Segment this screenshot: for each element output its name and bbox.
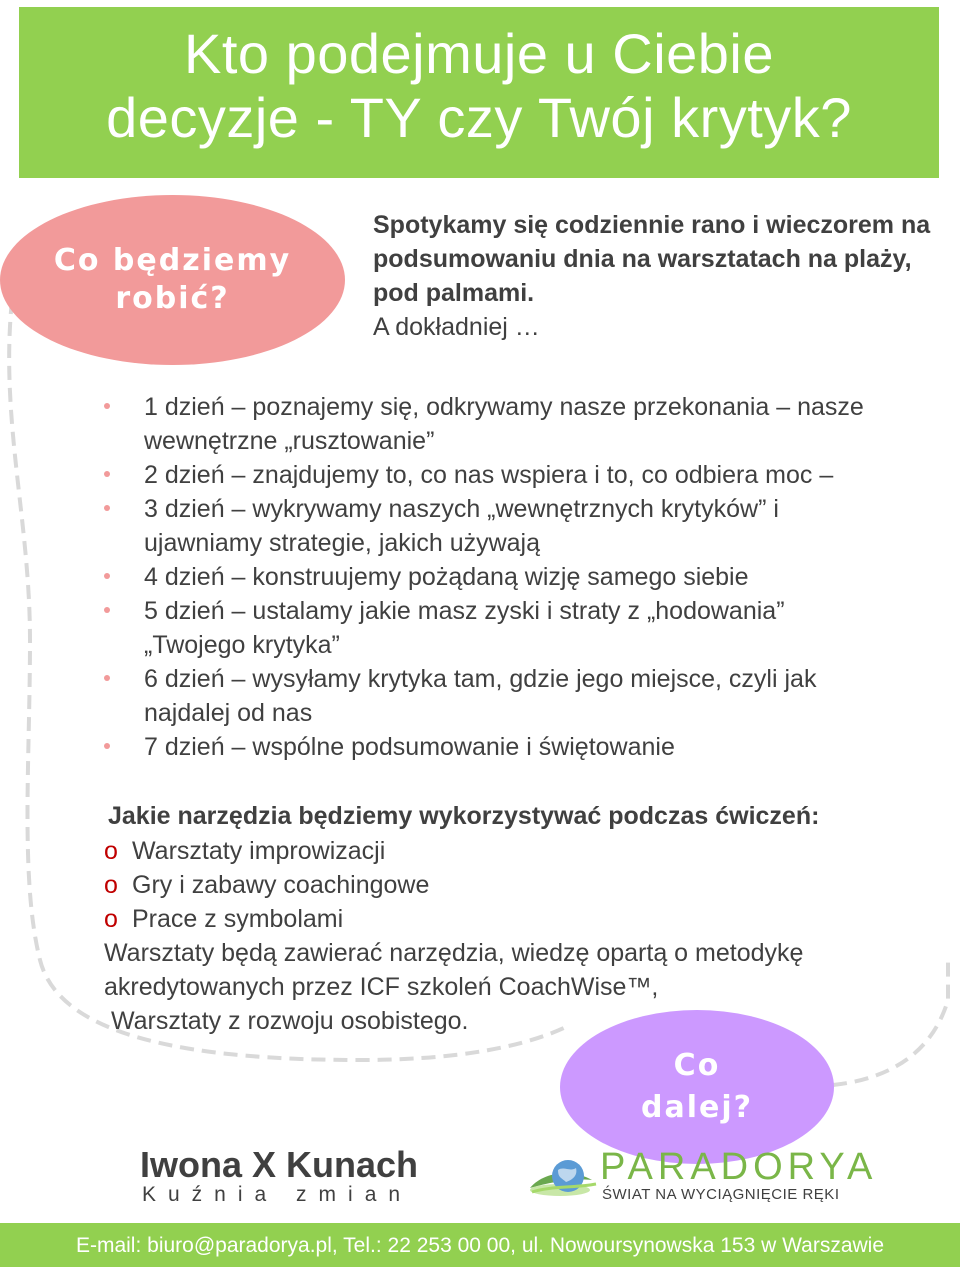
list-item: o Gry i zabawy coachingowe	[104, 868, 429, 902]
title-line-1: Kto podejmuje u Ciebie	[183, 22, 775, 85]
list-item: 3 dzień – wykrywamy naszych „wewnętrznych krytyków” i ujawniamy strategie, jakich używają	[104, 492, 904, 560]
brand-tagline: ŚWIAT NA WYCIĄGNIĘCIE RĘKI	[602, 1186, 840, 1203]
list-item: 2 dzień – znajdujemy to, co nas wspiera i to, co odbiera moc –	[104, 458, 904, 492]
what-next-bubble	[560, 1010, 834, 1164]
circle-bullet-icon: o	[104, 905, 118, 933]
list-item: 4 dzień – konstruujemy pożądaną wizję samego siebie	[104, 560, 904, 594]
circle-bullet-icon: o	[104, 871, 118, 899]
page-title	[19, 22, 939, 150]
tools-list	[104, 834, 429, 936]
intro-line-4: A dokładniej …	[373, 313, 540, 341]
daily-program-list	[104, 390, 904, 764]
intro-paragraph	[373, 208, 943, 344]
bullet-dot-icon	[104, 403, 110, 409]
intro-line-2: podsumowaniu dnia na warsztatach na plaży,	[373, 245, 912, 273]
what-bubble-line-1: Co będziemy	[53, 243, 292, 278]
list-item: 5 dzień – ustalamy jakie masz zyski i straty z „hodowania” „Twojego krytyka”	[104, 594, 904, 662]
bullet-dot-icon	[104, 675, 110, 681]
bullet-dot-icon	[104, 505, 110, 511]
bullet-dot-icon	[104, 471, 110, 477]
footer-contact: E-mail: biuro@paradorya.pl, Tel.: 22 253 00 00, ul. Nowoursynowska 153 w Warszawie	[75, 1234, 885, 1257]
what-will-we-do-bubble	[0, 195, 345, 365]
closing-paragraph	[104, 936, 904, 1038]
brand-logo-name: PARADORYA	[600, 1146, 878, 1188]
circle-bullet-icon: o	[104, 837, 118, 865]
closing-line-1: Warsztaty będą zawierać narzędzia, wiedzę opartą o metodykę	[104, 939, 804, 967]
list-item: o Warsztaty improwizacji	[104, 834, 429, 868]
signature-subtitle: Kuźnia zmian	[142, 1183, 413, 1206]
closing-line-3: Warsztaty z rozwoju osobistego.	[104, 1007, 469, 1035]
title-line-2: decyzje - TY czy Twój krytyk?	[106, 86, 852, 149]
closing-line-2: akredytowanych przez ICF szkoleń CoachWise™,	[104, 973, 659, 1001]
bullet-dot-icon	[104, 573, 110, 579]
list-item: 7 dzień – wspólne podsumowanie i świętowanie	[104, 730, 904, 764]
list-item: 1 dzień – poznajemy się, odkrywamy nasze przekonania – nasze wewnętrzne „rusztowanie”	[104, 390, 904, 458]
next-bubble-line-1: Co	[673, 1048, 721, 1083]
next-bubble-line-2: dalej?	[640, 1090, 754, 1125]
bullet-dot-icon	[104, 607, 110, 613]
list-item: 6 dzień – wysyłamy krytyka tam, gdzie jego miejsce, czyli jak najdalej od nas	[104, 662, 904, 730]
what-bubble-line-2: robić?	[115, 281, 230, 316]
signature-name: Iwona X Kunach	[140, 1144, 419, 1185]
intro-line-1: Spotykamy się codziennie rano i wieczorem na	[373, 211, 931, 239]
bullet-dot-icon	[104, 743, 110, 749]
list-item: o Prace z symbolami	[104, 902, 429, 936]
intro-line-3: pod palmami.	[373, 279, 535, 307]
globe-leaf-logo-icon	[520, 1150, 600, 1210]
tools-heading: Jakie narzędzia będziemy wykorzystywać podczas ćwiczeń:	[108, 802, 820, 830]
